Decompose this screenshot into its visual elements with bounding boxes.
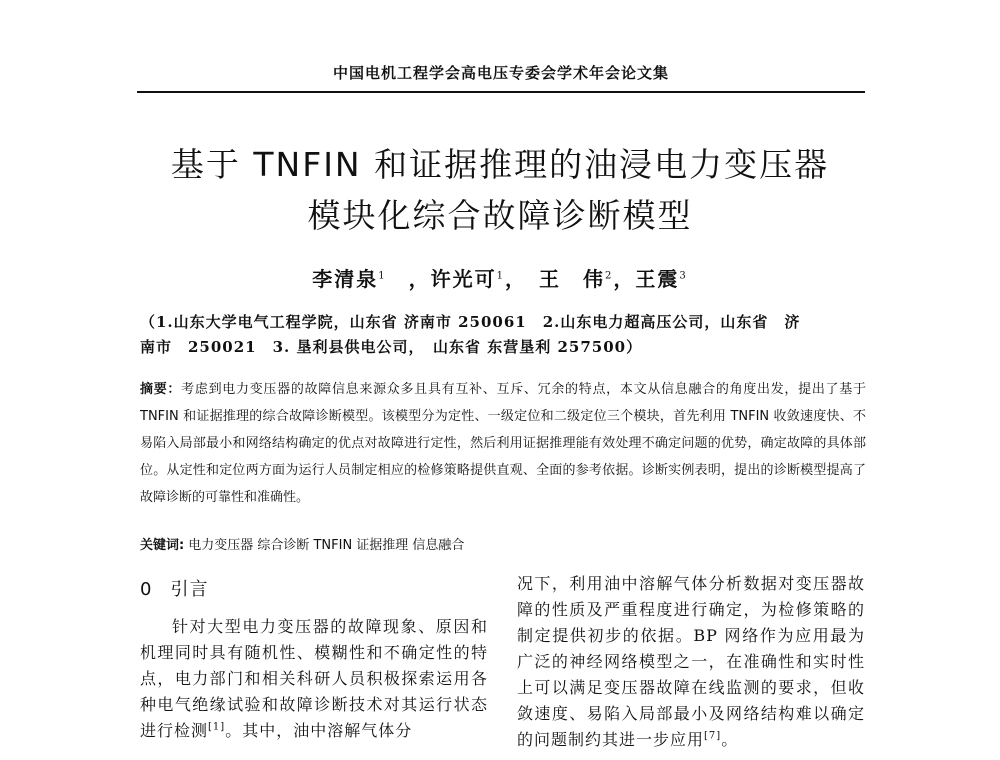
author-name: 许光可 <box>430 267 497 291</box>
author-affil-marker: 1 <box>496 270 505 282</box>
body-column-right <box>517 571 865 753</box>
paper-title-line-2: 模块化综合故障诊断模型 <box>307 196 693 235</box>
author-name: 王震 <box>635 267 680 291</box>
author-name: 王 伟 <box>539 267 605 291</box>
author-list: 李清泉$^1$ ，许光可$^1$， 王 伟$^2$，王震$^3$ <box>312 267 688 291</box>
keywords-label: 关键词: <box>140 538 185 553</box>
header-rule <box>137 91 865 93</box>
citation-ref: [7] <box>704 730 722 742</box>
abstract <box>140 376 866 511</box>
section-title: 引言 <box>170 579 209 600</box>
section-number: 0 <box>140 579 153 600</box>
keywords <box>140 534 866 553</box>
body-column-left <box>140 614 488 744</box>
paper-title-line-1: 基于 TNFIN 和证据推理的油浸电力变压器 <box>170 145 830 184</box>
citation-ref: [1] <box>208 721 226 733</box>
author-affil-marker: 3 <box>679 270 688 282</box>
abstract-label: 摘要： <box>140 382 182 397</box>
running-header: 中国电机工程学会高电压专委会学术年会论文集 <box>332 64 669 82</box>
body-text: 针对大型电力变压器的故障现象、原因和机理同时具有随机性、模糊性和不确定性的特点，电力部门和相关科研人员积极探索运用各种电气绝缘试验和故障诊断技术对其运行状态进行检测 <box>140 617 488 740</box>
body-text: 。 <box>721 730 739 749</box>
author-affil-marker: 2 <box>605 270 614 282</box>
body-text: 况下，利用油中溶解气体分析数据对变压器故障的性质及严重程度进行确定，为检修策略的制定提供初步的依据。BP 网络作为应用最为广泛的神经网络模型之一，在准确性和实时性上可以满足变压器故障在线监测的要求，但收敛速度、易陷入局部最小及网络结构难以确定的问题制约其进一步应用 <box>517 574 865 749</box>
affiliation-line-1: （1.山东大学电气工程学院，山东省 济南市 250061 2.山东电力超高压公司，山东省 济 <box>140 313 801 331</box>
author-affil-marker: 1 <box>378 270 387 282</box>
abstract-text: 考虑到电力变压器的故障信息来源众多且具有互补、互斥、冗余的特点，本文从信息融合的角度出发，提出了基于 TNFIN 和证据推理的综合故障诊断模型。该模型分为定性、一级定位和二级定位三个模块，首先利用 TNFIN 收敛速度快、不易陷入局部最小和网络结构确定的优点对故障进行定性，然后利用证据推理能有效处理不确定问题的优势，确定故障的具体部位。从定性和定位两方面为运行人员制定相应的检修策略提供直观、全面的参考依据。诊断实例表明，提出的诊断模型提高了故障诊断的可靠性和准确性。 <box>140 382 866 505</box>
affiliation-line-2: 南市 250021 3. 垦利县供电公司， 山东省 东营垦利 257500） <box>140 338 643 356</box>
body-text: 。其中，油中溶解气体分 <box>225 721 413 740</box>
author-name: 李清泉 <box>312 267 379 291</box>
section-heading <box>140 575 208 601</box>
keywords-text: 电力变压器 综合诊断 TNFIN 证据推理 信息融合 <box>188 538 465 553</box>
